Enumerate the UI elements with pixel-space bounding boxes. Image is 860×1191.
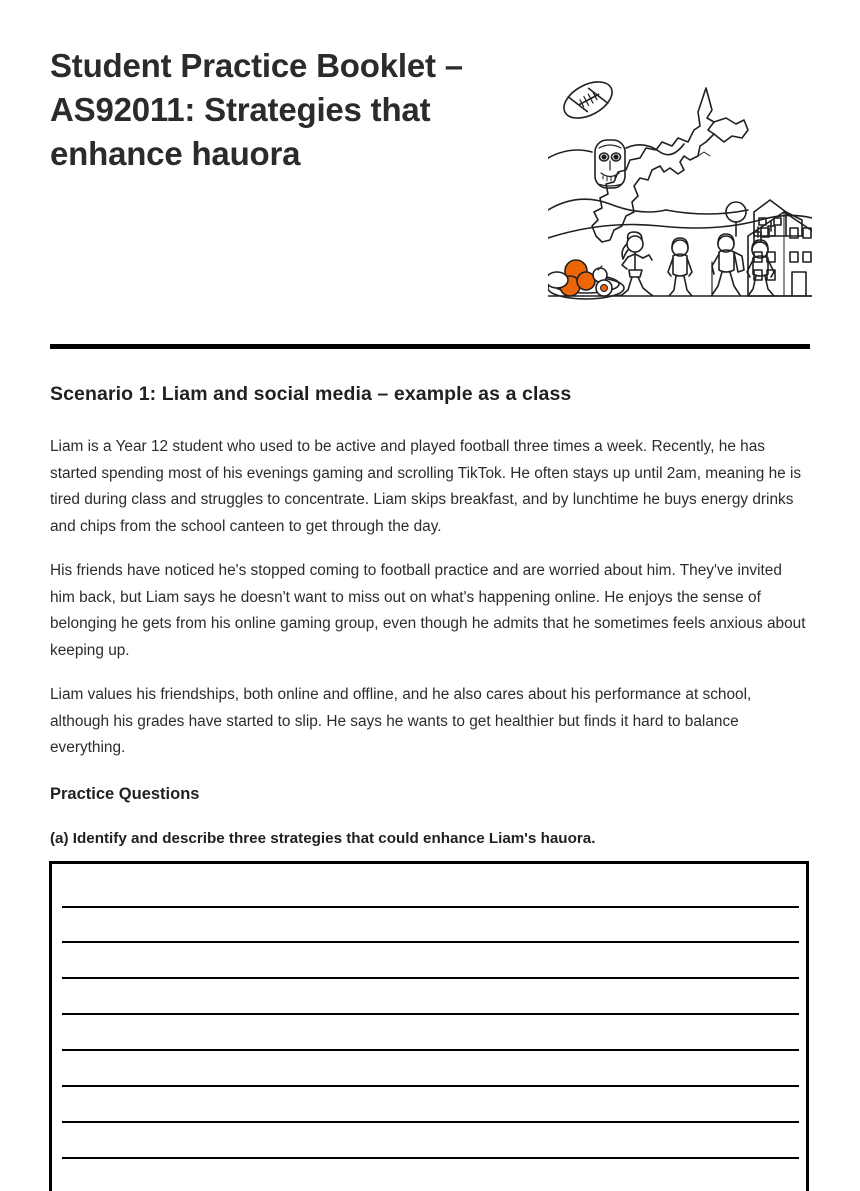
walking-student-icon <box>668 238 692 296</box>
question-a-label: (a) Identify and describe three strategies that could enhance Liam's hauora. <box>50 829 596 847</box>
answer-ruled-lines <box>62 864 799 1191</box>
scenario-paragraph-2: His friends have noticed he's stopped coming to football practice and are worried about him. They've invited him back, but Liam says he doesn't want to miss out on what's happening online. He enjoys the sense of belonging he gets from his online gaming group, even though he admits that he sometimes feels anxious about keeping up. <box>50 562 806 659</box>
header-illustration <box>548 60 812 306</box>
practice-questions-heading: Practice Questions <box>50 784 200 803</box>
document-header <box>50 44 812 314</box>
answer-line <box>62 1049 799 1051</box>
plate-of-fruit-icon <box>548 260 624 299</box>
running-woman-icon <box>616 232 653 296</box>
page-title: Student Practice Booklet – AS92011: Strategies that enhance hauora <box>50 47 463 172</box>
answer-line <box>62 906 799 908</box>
scenario-paragraph-1: Liam is a Year 12 student who used to be active and played football three times a week. Recently, he has started spending most of his evenings gaming and scrolling TikTok. He often stays up until 2am, meaning he is tired during class and struggles to concentrate. Liam skips breakfast, and by lunchtime he buys energy drinks and chips from the school canteen to get through the day. <box>50 438 802 535</box>
answer-line <box>62 977 799 979</box>
answer-line <box>62 1157 799 1159</box>
scenario-heading: Scenario 1: Liam and social media – example as a class <box>50 383 572 405</box>
rugby-ball-icon <box>558 75 618 126</box>
header-divider-rule <box>50 344 810 349</box>
tiki-mask-icon <box>595 140 625 188</box>
answer-box-question-a[interactable] <box>49 861 809 1191</box>
tree-icon <box>726 202 746 236</box>
scenario-paragraph-3: Liam values his friendships, both online and offline, and he also cares about his performance at school, although his grades have started to slip. He says he wants to get healthier but finds it hard to balance everything. <box>50 686 752 757</box>
answer-line <box>62 1121 799 1123</box>
new-zealand-map-outline <box>592 88 748 242</box>
answer-line <box>62 1013 799 1015</box>
answer-line <box>62 941 799 943</box>
two-walkers-icon <box>712 234 774 296</box>
main-content <box>50 382 810 873</box>
answer-line <box>62 1085 799 1087</box>
